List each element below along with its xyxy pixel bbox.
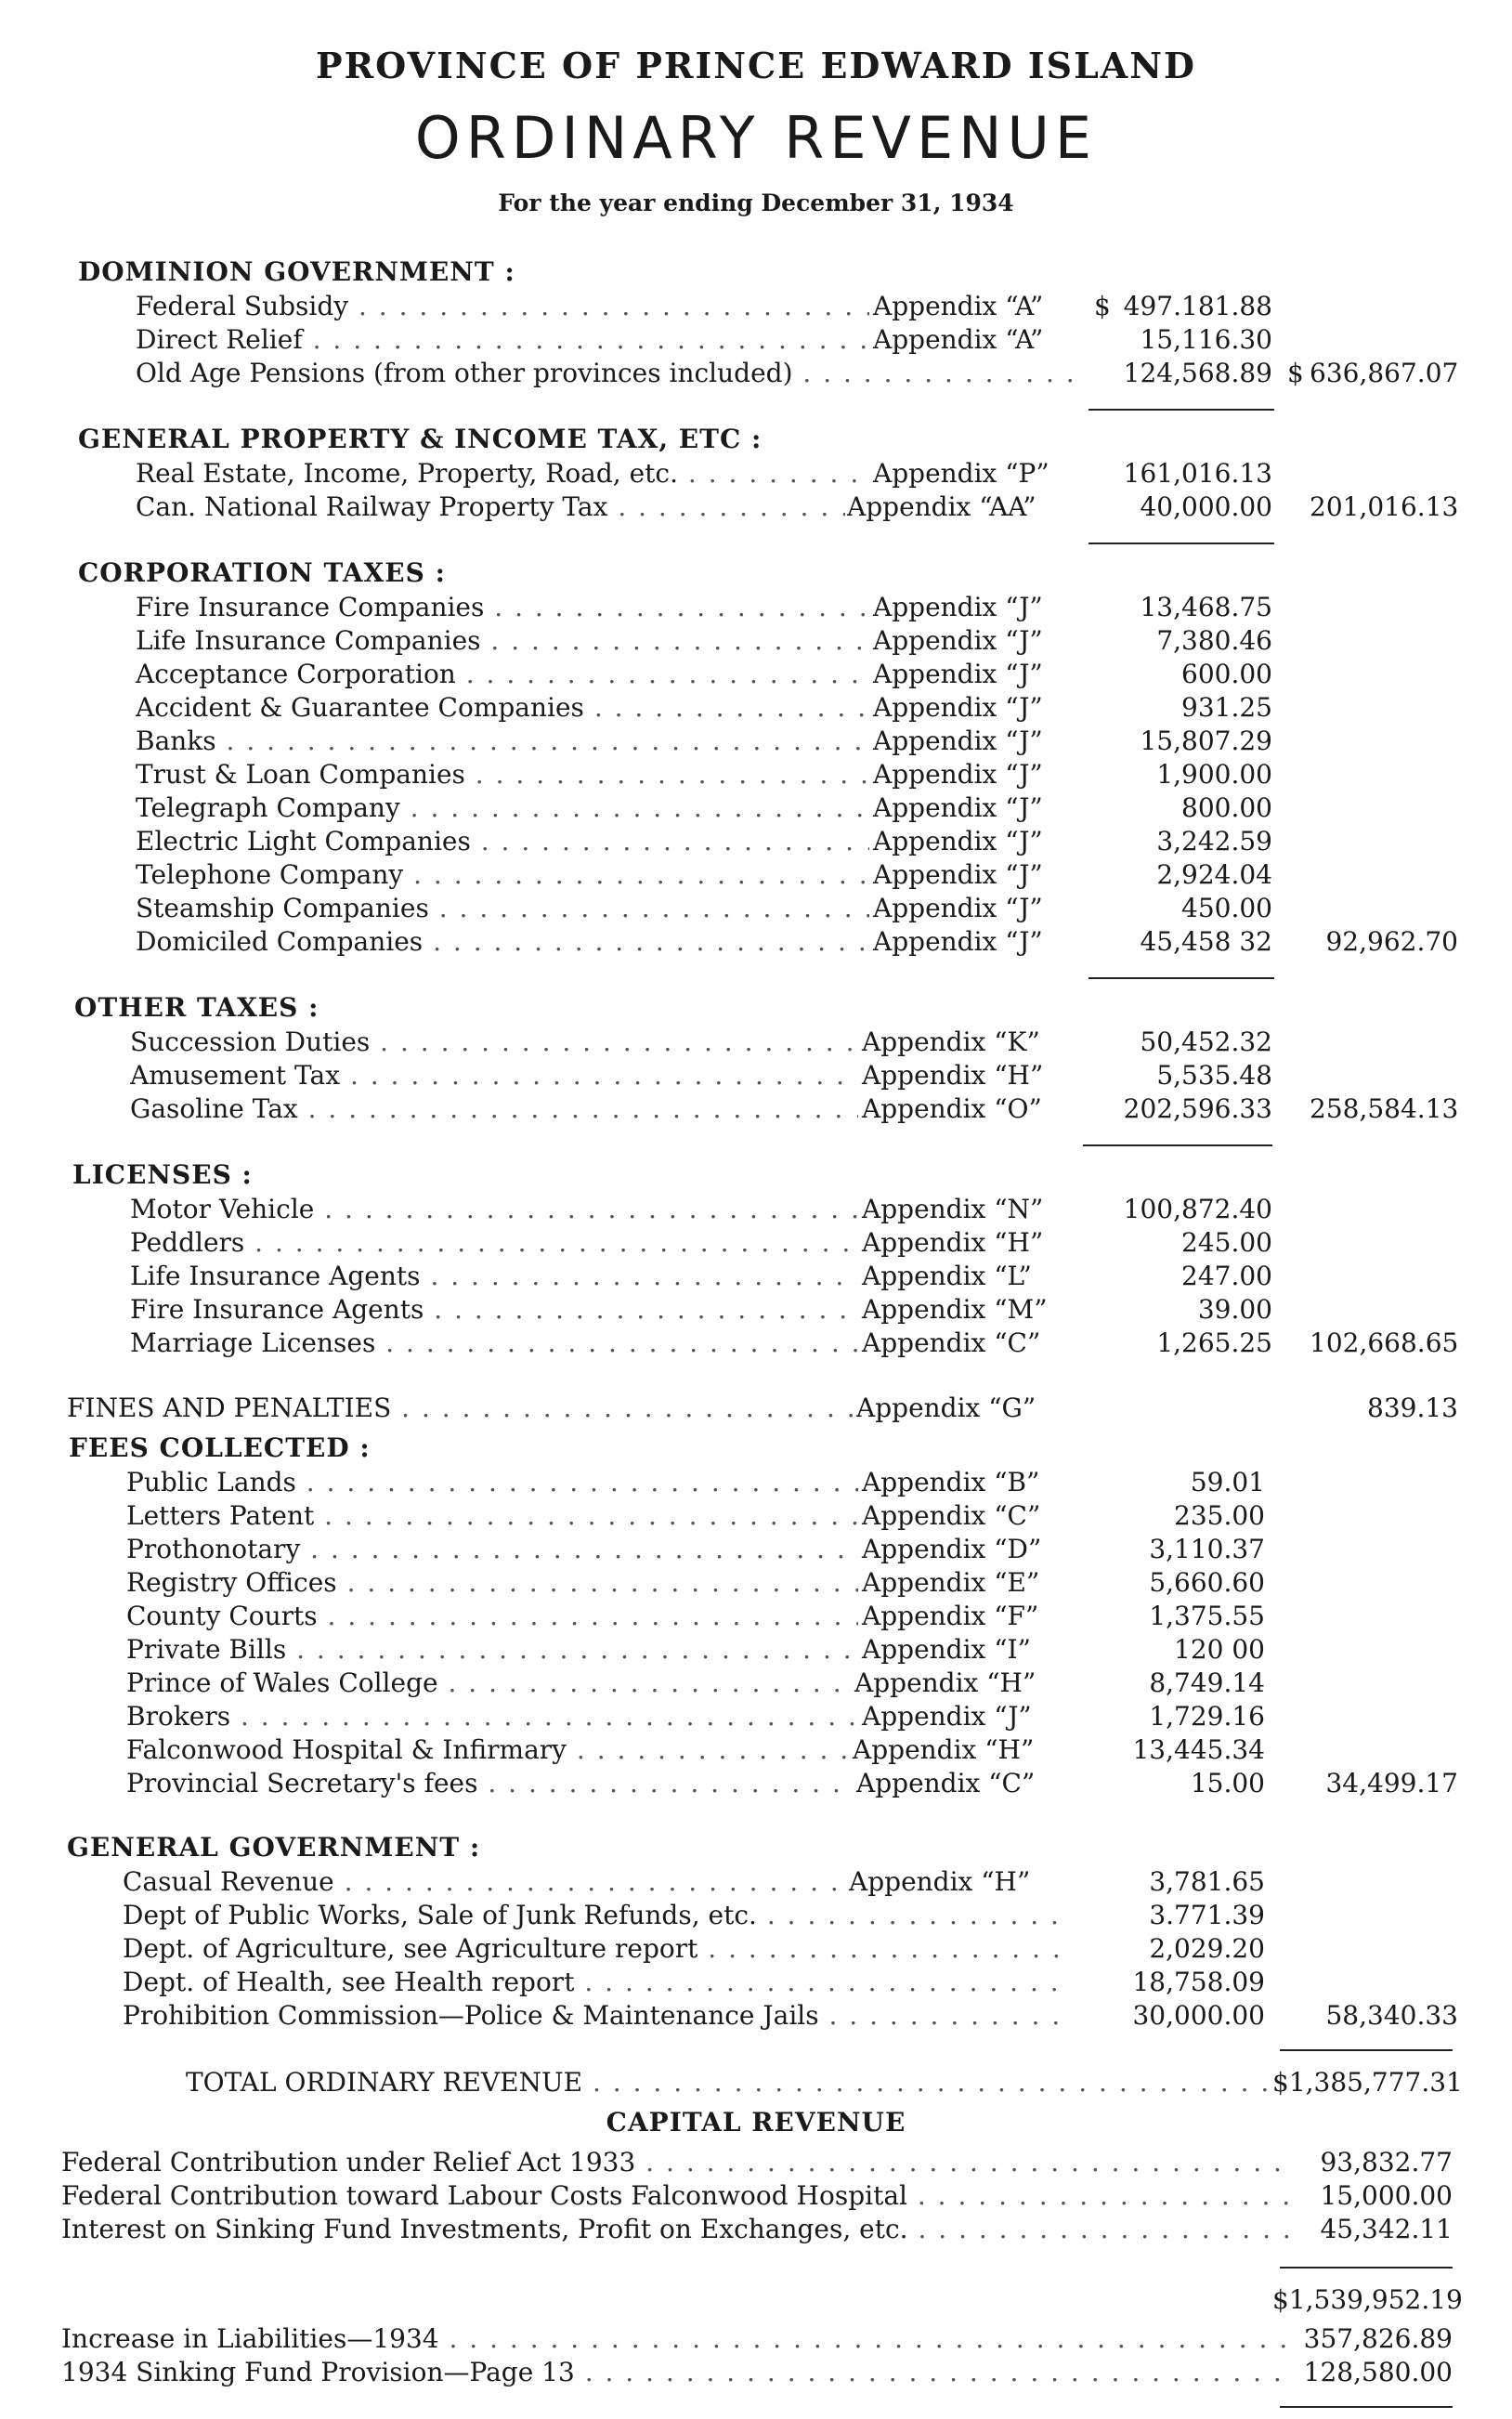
table-row	[0, 323, 1512, 357]
table-row	[0, 1092, 1512, 1126]
row-appendix: Appendix “N”	[862, 1194, 1044, 1224]
row-appendix: Appendix “J”	[873, 859, 1043, 890]
table-row	[0, 1667, 1512, 1700]
table-row	[0, 1533, 1512, 1566]
table-row	[0, 2322, 1512, 2356]
section-total: 201,016.13	[1310, 491, 1459, 522]
section-total: 58,340.33	[1325, 2000, 1458, 2031]
row-label: County Courts . . .	[126, 1600, 858, 1633]
section-heading-capital: CAPITAL REVENUE	[606, 2107, 906, 2138]
section-heading-corporation: CORPORATION TAXES :	[78, 557, 446, 588]
row-label: Electric Light Companies . . .	[136, 825, 869, 858]
row-appendix: Appendix “G”	[856, 1393, 1036, 1423]
row-amount: 93,832.77	[1320, 2147, 1453, 2177]
table-row	[0, 2146, 1512, 2179]
row-appendix: Appendix “H”	[854, 1667, 1036, 1698]
table-row	[0, 490, 1512, 524]
total-ordinary-row	[0, 2066, 1512, 2099]
row-label: Amusement Tax . . .	[130, 1059, 858, 1092]
total-label: TOTAL ORDINARY REVENUE . . .	[186, 2066, 1271, 2099]
table-row	[0, 658, 1512, 691]
row-amount: 5,535.48	[1156, 1060, 1272, 1091]
row-amount: 245.00	[1181, 1227, 1272, 1258]
table-row	[0, 2356, 1512, 2389]
row-appendix: Appendix “J”	[862, 1701, 1032, 1732]
divider	[1280, 2406, 1453, 2408]
row-appendix: Appendix “J”	[873, 826, 1043, 856]
row-appendix: Appendix “M”	[862, 1294, 1048, 1325]
row-amount: 50,452.32	[1140, 1026, 1272, 1057]
row-amount: 128,580.00	[1303, 2357, 1453, 2387]
row-amount: 3,242.59	[1156, 826, 1272, 856]
row-amount: 124,568.89	[1123, 358, 1272, 388]
row-label: Dept. of Health, see Health report . . .	[123, 1966, 1070, 1999]
row-amount: 15.00	[1190, 1768, 1265, 1798]
row-label: Telegraph Company . . .	[136, 791, 869, 825]
row-label: 1934 Sinking Fund Provision—Page 13 . . .	[61, 2356, 1293, 2389]
row-appendix: Appendix “A”	[873, 291, 1044, 321]
row-amount: 13,468.75	[1140, 592, 1272, 622]
row-amount: 931.25	[1181, 692, 1272, 723]
row-label: Public Lands . . .	[126, 1466, 858, 1499]
row-label: Succession Duties . . .	[130, 1026, 858, 1059]
row-amount: 39.00	[1197, 1294, 1272, 1325]
row-appendix: Appendix “H”	[862, 1060, 1044, 1091]
table-row	[0, 1865, 1512, 1899]
row-label: Prothonotary . . .	[126, 1533, 858, 1566]
row-amount: 15,116.30	[1140, 324, 1272, 355]
table-row	[0, 290, 1512, 323]
row-appendix: Appendix “J”	[873, 625, 1043, 656]
row-amount: 1,729.16	[1149, 1701, 1265, 1732]
row-amount: 450.00	[1181, 893, 1272, 923]
row-amount: 800.00	[1181, 792, 1272, 823]
section-total: 92,962.70	[1325, 926, 1458, 957]
row-appendix: Appendix “AA”	[847, 491, 1036, 522]
row-appendix: Appendix “E”	[862, 1567, 1040, 1598]
row-label: Direct Relief . . .	[136, 323, 869, 357]
table-row	[0, 1566, 1512, 1600]
row-label: Interest on Sinking Fund Investments, Profit on Exchanges, etc. . . .	[61, 2213, 1293, 2246]
row-label: Life Insurance Agents . . .	[130, 1260, 858, 1293]
row-label: Life Insurance Companies . . .	[136, 624, 869, 658]
row-label: Acceptance Corporation . . .	[136, 658, 869, 691]
row-label: Steamship Companies . . .	[136, 892, 869, 925]
table-row	[0, 791, 1512, 825]
row-appendix: Appendix “P”	[873, 458, 1049, 489]
row-appendix: Appendix “F”	[862, 1601, 1039, 1631]
table-row	[0, 624, 1512, 658]
table-row	[0, 925, 1512, 959]
row-label: Telephone Company . . .	[136, 858, 869, 892]
row-label: Marriage Licenses . . .	[130, 1327, 858, 1360]
row-amount: 235.00	[1174, 1500, 1265, 1531]
row-label: Falconwood Hospital & Infirmary . . .	[126, 1733, 851, 1767]
row-amount: 15,000.00	[1320, 2180, 1453, 2211]
table-row	[0, 1026, 1512, 1059]
table-row	[0, 1966, 1512, 1999]
row-amount: 2,029.20	[1149, 1933, 1265, 1964]
section-heading-general-property: GENERAL PROPERTY & INCOME TAX, ETC :	[78, 424, 763, 454]
table-row	[0, 1999, 1512, 2033]
row-amount: 13,445.34	[1132, 1734, 1265, 1765]
row-label: Old Age Pensions (from other provinces included) . . .	[136, 357, 1074, 390]
page-title: ORDINARY REVENUE	[414, 104, 1098, 172]
row-amount: 45,458 32	[1140, 926, 1272, 957]
row-amount: 45,342.11	[1320, 2214, 1453, 2244]
table-row	[0, 1499, 1512, 1533]
table-row	[0, 1767, 1512, 1800]
row-appendix: Appendix “J”	[873, 659, 1043, 689]
table-row	[0, 591, 1512, 624]
currency-symbol: $	[1287, 358, 1304, 388]
row-label: Private Bills . . .	[126, 1633, 858, 1667]
row-label: Casual Revenue . . .	[123, 1865, 847, 1899]
row-appendix: Appendix “I”	[862, 1634, 1031, 1665]
table-row	[0, 1633, 1512, 1667]
row-label: Provincial Secretary's fees . . .	[126, 1767, 854, 1800]
row-label: Brokers . . .	[126, 1700, 858, 1733]
row-label: Fire Insurance Agents . . .	[130, 1293, 858, 1327]
row-amount: 18,758.09	[1132, 1967, 1265, 1997]
table-row	[0, 825, 1512, 858]
row-amount: 7,380.46	[1156, 625, 1272, 656]
row-appendix: Appendix “J”	[873, 692, 1043, 723]
row-amount: 40,000.00	[1140, 491, 1272, 522]
section-heading-dominion: DOMINION GOVERNMENT :	[78, 256, 515, 287]
section-heading-fees: FEES COLLECTED :	[69, 1432, 371, 1463]
divider	[1280, 2267, 1453, 2269]
row-amount: 59.01	[1190, 1467, 1265, 1497]
section-total: 34,499.17	[1325, 1768, 1458, 1798]
row-label: Can. National Railway Property Tax . . .	[136, 490, 845, 524]
row-amount: 5,660.60	[1149, 1567, 1265, 1598]
section-heading-general-government: GENERAL GOVERNMENT :	[67, 1832, 481, 1863]
row-appendix: Appendix “C”	[862, 1500, 1041, 1531]
row-label: Fire Insurance Companies . . .	[136, 591, 869, 624]
row-label: Accident & Guarantee Companies . . .	[136, 691, 869, 725]
table-row	[0, 1600, 1512, 1633]
table-row	[0, 1932, 1512, 1966]
currency-symbol: $	[1094, 291, 1111, 321]
table-row	[0, 1293, 1512, 1327]
table-row	[0, 858, 1512, 892]
row-appendix: Appendix “H”	[853, 1734, 1035, 1765]
row-appendix: Appendix “B”	[862, 1467, 1040, 1497]
table-row	[0, 2213, 1512, 2246]
row-label: Dept of Public Works, Sale of Junk Refunds, etc. . . .	[123, 1899, 1070, 1932]
row-appendix: Appendix “H”	[849, 1866, 1031, 1897]
row-label: Registry Offices . . .	[126, 1566, 858, 1600]
row-appendix: Appendix “A”	[873, 324, 1044, 355]
row-label: Federal Contribution under Relief Act 1933 . . .	[61, 2146, 1293, 2179]
row-appendix: Appendix “J”	[873, 893, 1043, 923]
page-subtitle: For the year ending December 31, 1934	[498, 190, 1014, 216]
section-total: 102,668.65	[1310, 1327, 1459, 1358]
row-amount: 3,110.37	[1149, 1534, 1265, 1564]
row-appendix: Appendix “J”	[873, 592, 1043, 622]
table-row	[0, 1260, 1512, 1293]
row-amount: 100,872.40	[1123, 1194, 1272, 1224]
row-appendix: Appendix “O”	[862, 1093, 1042, 1124]
section-heading-licenses: LICENSES :	[72, 1159, 253, 1190]
table-row	[0, 457, 1512, 490]
row-label: Letters Patent . . .	[126, 1499, 858, 1533]
row-appendix: Appendix “J”	[873, 759, 1043, 790]
subtotal-amount: $1,539,952.19	[1272, 2284, 1463, 2315]
row-amount: 3.771.39	[1149, 1900, 1265, 1930]
row-amount: 1,900.00	[1156, 759, 1272, 790]
row-amount: 161,016.13	[1123, 458, 1272, 489]
row-label: Federal Contribution toward Labour Costs Falconwood Hospital . . .	[61, 2179, 1293, 2213]
table-row	[0, 1466, 1512, 1499]
table-row	[0, 1392, 1512, 1425]
row-label: Domiciled Companies . . .	[136, 925, 869, 959]
row-appendix: Appendix “C”	[862, 1327, 1041, 1358]
row-amount: 8,749.14	[1149, 1667, 1265, 1698]
row-amount: 202,596.33	[1123, 1093, 1272, 1124]
section-total: 258,584.13	[1310, 1093, 1459, 1124]
row-amount: 1,265.25	[1156, 1327, 1272, 1358]
row-label: Real Estate, Income, Property, Road, etc. . . .	[136, 457, 869, 490]
row-amount: 247.00	[1181, 1261, 1272, 1291]
table-row	[0, 1733, 1512, 1767]
total-amount: $1,385,777.31	[1272, 2067, 1463, 2098]
row-amount: 3,781.65	[1149, 1866, 1265, 1897]
province-heading: PROVINCE OF PRINCE EDWARD ISLAND	[316, 45, 1196, 86]
table-row	[0, 758, 1512, 791]
row-label: Motor Vehicle . . .	[130, 1193, 858, 1226]
table-row	[0, 691, 1512, 725]
row-appendix: Appendix “D”	[862, 1534, 1042, 1564]
table-row	[0, 1226, 1512, 1260]
row-appendix: Appendix “H”	[862, 1227, 1044, 1258]
row-label: Prohibition Commission—Police & Maintenance Jails . . .	[123, 1999, 1070, 2033]
row-label: Banks . . .	[136, 725, 869, 758]
row-appendix: Appendix “K”	[862, 1026, 1040, 1057]
row-label: Peddlers . . .	[130, 1226, 858, 1260]
divider	[1083, 1144, 1272, 1146]
row-amount: 600.00	[1181, 659, 1272, 689]
row-label: Prince of Wales College . . .	[126, 1667, 854, 1700]
table-row	[0, 1059, 1512, 1092]
divider	[1280, 2049, 1453, 2051]
divider	[1088, 543, 1274, 544]
section-heading-other-taxes: OTHER TAXES :	[74, 992, 319, 1023]
section-total: 839.13	[1367, 1393, 1458, 1423]
row-appendix: Appendix “J”	[873, 726, 1043, 756]
row-label: Dept. of Agriculture, see Agriculture report . . .	[123, 1932, 1070, 1966]
row-label: Increase in Liabilities—1934 . . .	[61, 2322, 1293, 2356]
table-row	[0, 1700, 1512, 1733]
divider	[1088, 977, 1274, 979]
row-label: FINES AND PENALTIES . . .	[67, 1392, 854, 1425]
row-amount: 497.181.88	[1123, 291, 1272, 321]
row-label: Trust & Loan Companies . . .	[136, 758, 869, 791]
row-amount: 15,807.29	[1140, 726, 1272, 756]
row-label: Gasoline Tax . . .	[130, 1092, 858, 1126]
row-appendix: Appendix “C”	[856, 1768, 1036, 1798]
subtotal-row	[0, 2283, 1512, 2317]
table-row	[0, 725, 1512, 758]
row-appendix: Appendix “L”	[862, 1261, 1032, 1291]
table-row	[0, 357, 1512, 390]
row-appendix: Appendix “J”	[873, 926, 1043, 957]
row-amount: 2,924.04	[1156, 859, 1272, 890]
table-row	[0, 2179, 1512, 2213]
table-row	[0, 1193, 1512, 1226]
section-total: 636,867.07	[1310, 358, 1459, 388]
table-row	[0, 892, 1512, 925]
row-label: Federal Subsidy . . .	[136, 290, 869, 323]
table-row	[0, 1899, 1512, 1932]
table-row	[0, 1327, 1512, 1360]
row-amount: 120 00	[1174, 1634, 1265, 1665]
row-amount: 30,000.00	[1132, 2000, 1265, 2031]
divider	[1088, 409, 1274, 411]
row-amount: 357,826.89	[1303, 2323, 1453, 2354]
row-amount: 1,375.55	[1149, 1601, 1265, 1631]
row-appendix: Appendix “J”	[873, 792, 1043, 823]
